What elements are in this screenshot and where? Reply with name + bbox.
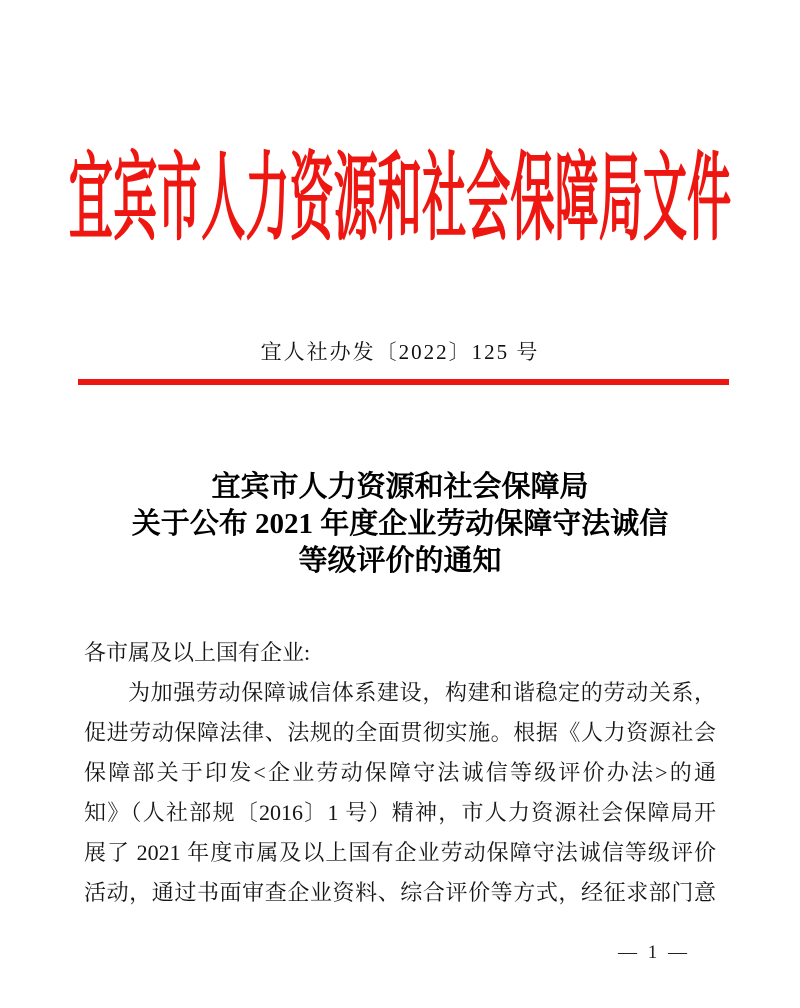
letterhead-masthead	[0, 145, 800, 252]
body-line: 保障部关于印发<企业劳动保障守法诚信等级评价办法>的通	[84, 760, 716, 785]
notice-title-line-2: 关于公布 2021 年度企业劳动保障守法诚信	[131, 508, 669, 540]
notice-title-line-1: 宜宾市人力资源和社会保障局	[211, 471, 589, 503]
red-divider-rule	[78, 379, 729, 385]
body-line: 为加强劳动保障诚信体系建设，构建和谐稳定的劳动关系，	[128, 680, 716, 705]
notice-body	[84, 633, 716, 913]
document-number: 宜人社办发〔2022〕125 号	[260, 340, 540, 364]
body-line: 促进劳动保障法律、法规的全面贯彻实施。根据《人力资源社会	[84, 720, 716, 745]
notice-title-line-3: 等级评价的通知	[298, 545, 502, 577]
body-line: 活动，通过书面审查企业资料、综合评价等方式，经征求部门意	[84, 880, 716, 905]
body-line: 展了 2021 年度市属及以上国有企业劳动保障守法诚信等级评价	[84, 840, 716, 865]
notice-title	[0, 469, 800, 580]
body-line: 知》（人社部规〔2016〕1 号）精神，市人力资源社会保障局开	[84, 800, 716, 825]
letterhead-org-title: 宜宾市人力资源和社会保障局文件	[68, 145, 732, 252]
page-number: — 1 —	[618, 942, 690, 963]
salutation-line: 各市属及以上国有企业:	[84, 640, 311, 665]
